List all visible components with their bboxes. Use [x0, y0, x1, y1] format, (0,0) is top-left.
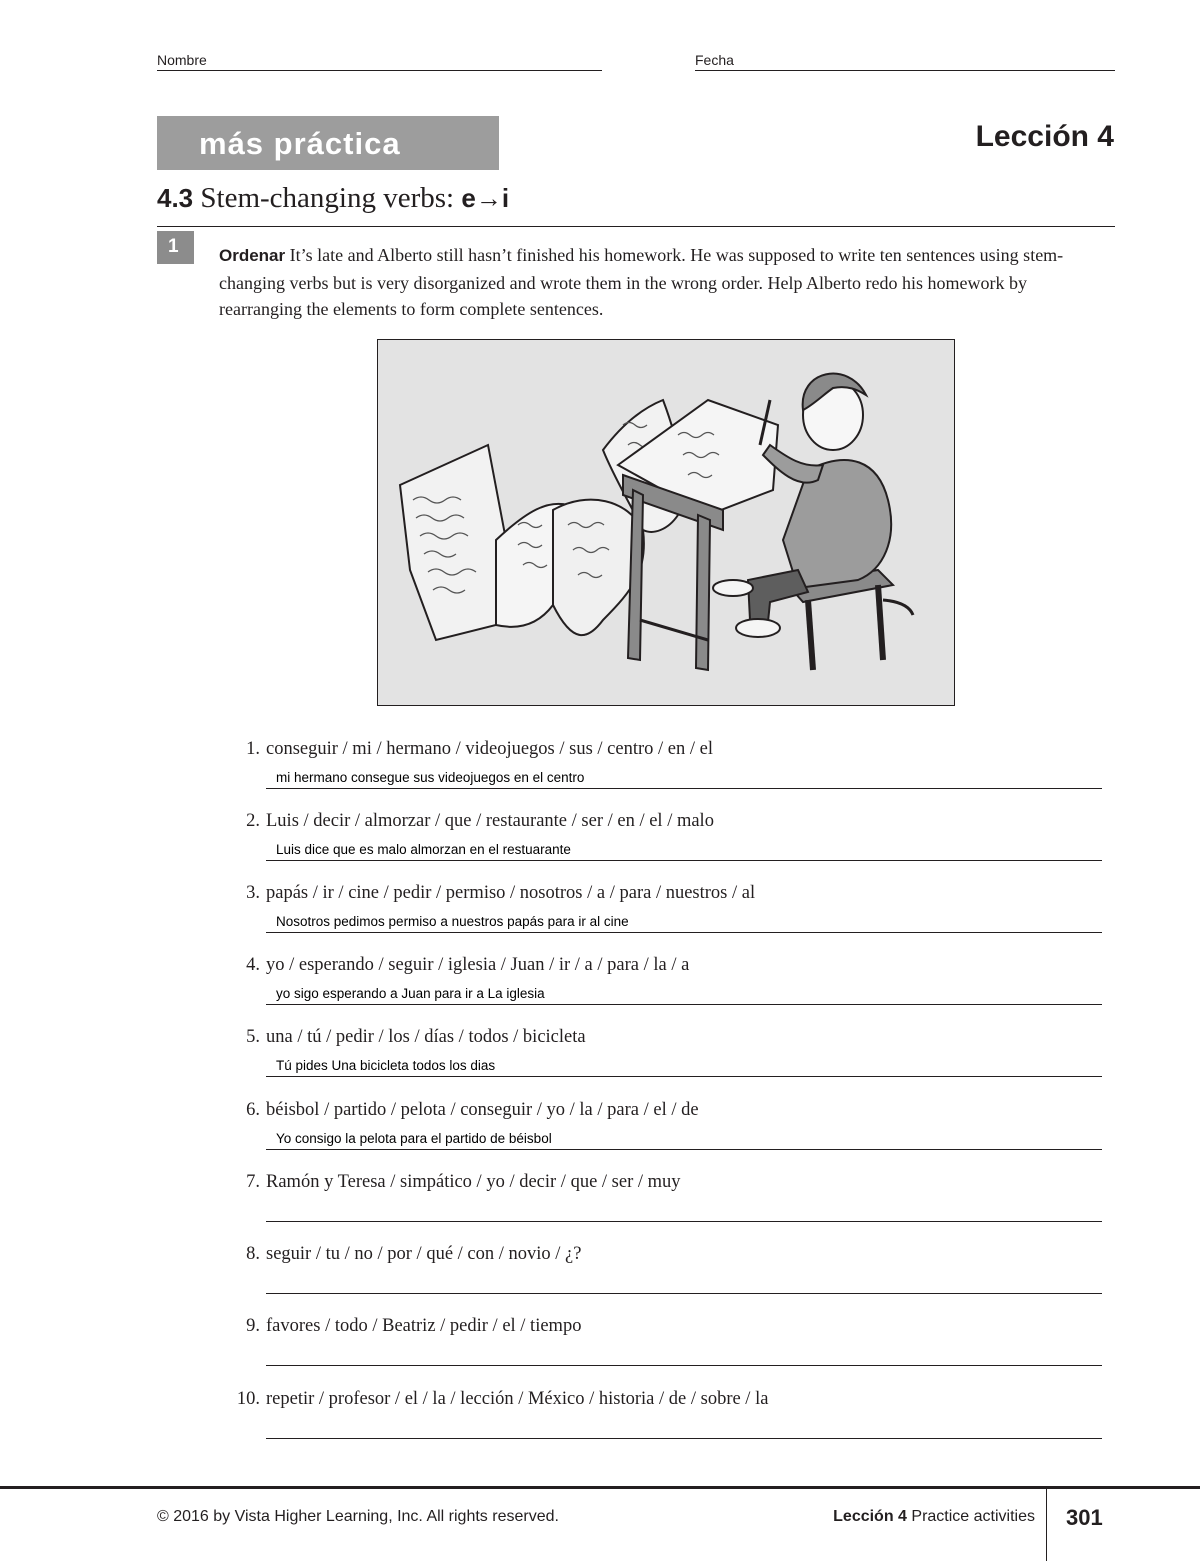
copyright: © 2016 by Vista Higher Learning, Inc. All rights reserved.: [157, 1508, 559, 1525]
list-item: [0, 1172, 1200, 1232]
activity-number-badge: 1: [157, 231, 194, 264]
name-label: Nombre: [157, 52, 207, 68]
footer-rule: [0, 1486, 1200, 1489]
footer-divider: [1046, 1489, 1047, 1561]
item-answer[interactable]: Luis dice que es malo almorzan en el restuarante: [276, 842, 571, 857]
answer-line[interactable]: [266, 1076, 1102, 1077]
lesson-title: Lección 4: [975, 120, 1114, 153]
item-number: 3.: [246, 883, 260, 903]
answer-line[interactable]: [266, 1149, 1102, 1150]
item-prompt: conseguir / mi / hermano / videojuegos / sus / centro / en / el: [266, 739, 713, 759]
activity-instructions-text: It’s late and Alberto still hasn’t finished his homework. He was supposed to write ten sentences using stem-changing verbs but is very disorganized and wrote them in the wrong order. Help Alberto redo his homework by rearranging the elements to form complete sentences.: [219, 245, 1064, 319]
item-prompt: yo / esperando / seguir / iglesia / Juan / ir / a / para / la / a: [266, 955, 690, 975]
footer-lesson-rest: Practice activities: [911, 1508, 1035, 1525]
list-item: [0, 1389, 1200, 1449]
section-title-text: Stem-changing verbs:: [200, 182, 455, 214]
page-number: 301: [1066, 1505, 1103, 1530]
footer-lesson-bold: Lección 4: [833, 1508, 907, 1525]
illustration-svg: [378, 340, 955, 706]
item-number: 6.: [246, 1100, 260, 1120]
item-prompt: papás / ir / cine / pedir / permiso / nosotros / a / para / nuestros / al: [266, 883, 756, 903]
item-number: 4.: [246, 955, 260, 975]
item-prompt: béisbol / partido / pelota / conseguir / yo / la / para / el / de: [266, 1100, 699, 1120]
list-item: [0, 1244, 1200, 1304]
list-item: [0, 1316, 1200, 1376]
item-prompt: seguir / tu / no / por / qué / con / novio / ¿?: [266, 1244, 582, 1264]
section-number: 4.3: [157, 183, 194, 213]
item-number: 5.: [246, 1027, 260, 1047]
item-answer[interactable]: mi hermano consegue sus videojuegos en el centro: [276, 770, 585, 785]
mas-practica-banner: más práctica: [157, 116, 499, 170]
item-number: 2.: [246, 811, 260, 831]
date-field[interactable]: [695, 52, 1115, 71]
answer-line[interactable]: [266, 932, 1102, 933]
name-field[interactable]: [157, 52, 602, 71]
list-item: [0, 1027, 1200, 1087]
item-answer[interactable]: Nosotros pedimos permiso a nuestros papás para ir al cine: [276, 914, 629, 929]
item-prompt: Ramón y Teresa / simpático / yo / decir / que / ser / muy: [266, 1172, 681, 1192]
list-item: [0, 811, 1200, 871]
section-title: [157, 182, 1115, 227]
activity-lead: Ordenar: [219, 246, 286, 265]
answer-line[interactable]: [266, 1438, 1102, 1439]
list-item: [0, 883, 1200, 943]
item-answer[interactable]: Yo consigo la pelota para el partido de béisbol: [276, 1131, 552, 1146]
item-prompt: Luis / decir / almorzar / que / restaurante / ser / en / el / malo: [266, 811, 714, 831]
item-number: 8.: [246, 1244, 260, 1264]
date-label: Fecha: [695, 52, 734, 68]
answer-line[interactable]: [266, 1004, 1102, 1005]
item-number: 1.: [246, 739, 260, 759]
item-prompt: favores / todo / Beatriz / pedir / el / tiempo: [266, 1316, 582, 1336]
item-answer[interactable]: yo sigo esperando a Juan para ir a La iglesia: [276, 986, 545, 1001]
item-prompt: una / tú / pedir / los / días / todos / bicicleta: [266, 1027, 586, 1047]
item-number: 9.: [246, 1316, 260, 1336]
item-answer[interactable]: Tú pides Una bicicleta todos los dias: [276, 1058, 496, 1073]
item-number: 7.: [246, 1172, 260, 1192]
answer-line[interactable]: [266, 1365, 1102, 1366]
footer-lesson: [833, 1508, 1035, 1526]
section-change: e→i: [461, 183, 510, 213]
list-item: [0, 739, 1200, 799]
answer-line[interactable]: [266, 788, 1102, 789]
list-item: [0, 955, 1200, 1015]
item-number: 10.: [236, 1389, 260, 1409]
alberto-homework-illustration: [377, 339, 955, 706]
list-item: [0, 1100, 1200, 1160]
item-prompt: repetir / profesor / el / la / lección / México / historia / de / sobre / la: [266, 1389, 769, 1409]
activity-instructions: [219, 242, 1104, 323]
answer-line[interactable]: [266, 860, 1102, 861]
answer-line[interactable]: [266, 1293, 1102, 1294]
answer-line[interactable]: [266, 1221, 1102, 1222]
